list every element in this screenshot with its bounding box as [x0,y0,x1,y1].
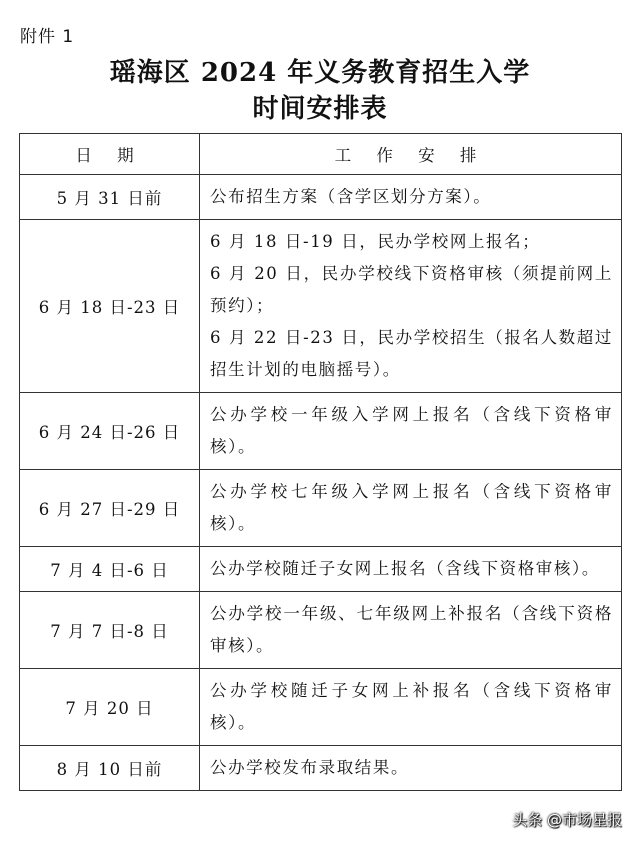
arrangement-line: 公办学校一年级、七年级网上补报名（含线下资格审核）。 [210,604,613,655]
arrangement-line: 6 月 20 日，民办学校线下资格审核（须提前网上预约）； [210,264,613,315]
header-arrangement: 工 作 安 排 [200,134,622,175]
arrangement-line: 公办学校七年级入学网上报名（含线下资格审核）。 [210,482,613,533]
arrangement-line: 公办学校发布录取结果。 [210,758,410,777]
arrangement-line: 6 月 22 日-23 日，民办学校招生（报名人数超过招生计划的电脑摇号）。 [210,328,613,379]
row-date: 6 月 18 日-23 日 [20,220,200,393]
header-date: 日 期 [20,134,200,175]
row-arrangement [200,669,622,746]
arrangement-line: 公布招生方案（含学区划分方案）。 [210,187,492,206]
row-arrangement [200,547,622,592]
source-watermark: 头条 @市场星报 [512,811,622,829]
arrangement-line: 公办学校随迁子女网上报名（含线下资格审核）。 [210,559,600,578]
row-arrangement [200,220,622,393]
row-arrangement [200,470,622,547]
row-arrangement [200,175,622,220]
schedule-table [19,133,622,791]
row-arrangement [200,592,622,669]
row-date: 8 月 10 日前 [20,746,200,791]
table-row [20,220,622,393]
attachment-label: 附件 1 [20,27,75,47]
table-row [20,175,622,220]
table-row [20,393,622,470]
row-arrangement [200,393,622,470]
table-row [20,547,622,592]
arrangement-line: 公办学校随迁子女网上补报名（含线下资格审核）。 [210,681,613,732]
row-arrangement [200,746,622,791]
row-date: 5 月 31 日前 [20,175,200,220]
document-title-line2: 时间安排表 [252,94,388,124]
table-row [20,592,622,669]
arrangement-line: 公办学校一年级入学网上报名（含线下资格审核）。 [210,405,613,456]
row-date: 6 月 24 日-26 日 [20,393,200,470]
table-row [20,470,622,547]
row-date: 7 月 7 日-8 日 [20,592,200,669]
row-date: 7 月 4 日-6 日 [20,547,200,592]
document-title-line1: 瑶海区 2024 年义务教育招生入学 [109,58,531,88]
table-row [20,746,622,791]
row-date: 6 月 27 日-29 日 [20,470,200,547]
table-header-row [20,134,622,175]
table-row [20,669,622,746]
row-date: 7 月 20 日 [20,669,200,746]
arrangement-line: 6 月 18 日-19 日，民办学校网上报名； [210,232,541,251]
